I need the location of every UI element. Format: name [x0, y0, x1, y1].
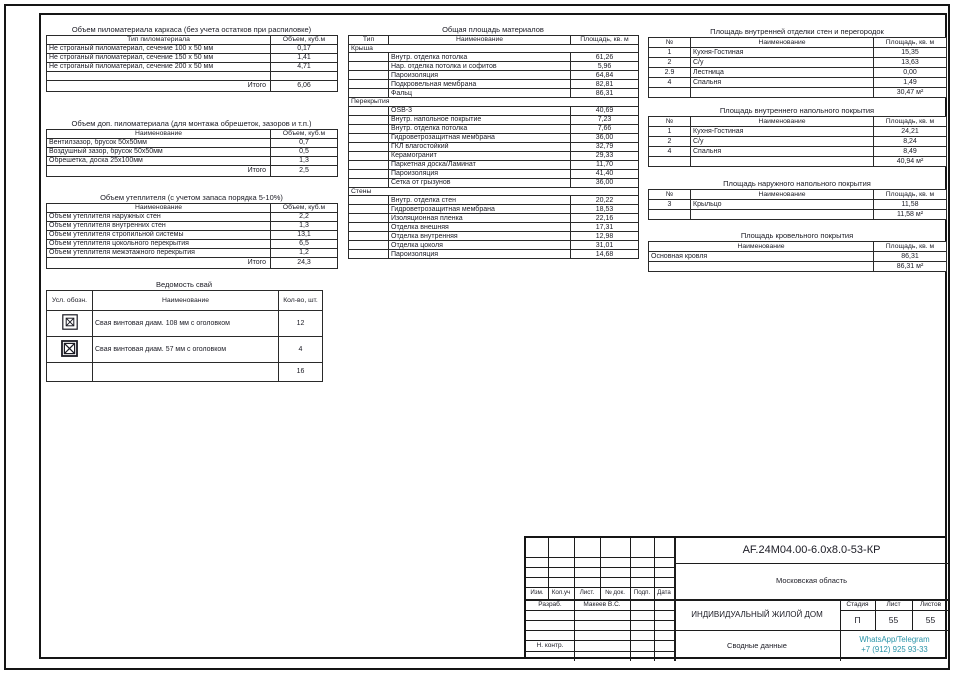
table-cell: [349, 196, 389, 205]
table-cell: Нар. отделка потолка и софитов: [389, 62, 571, 71]
table-cell: [349, 106, 389, 115]
column-header: Наименование: [691, 117, 874, 127]
insulation-table: [46, 203, 338, 269]
sheets-label: Листов: [919, 601, 942, 608]
piles-table: [46, 290, 323, 382]
table-row: [349, 62, 639, 71]
table-row: [649, 78, 947, 88]
table-cell: Не строганый пиломатериал, сечение 100 х 50 мм: [47, 45, 271, 54]
table-cell: 8,49: [874, 147, 947, 157]
extra-lumber-title: Объем доп. пиломатериала (для монтажа обрешеток, зазоров и т.п.): [71, 119, 312, 128]
table-row: [349, 169, 639, 178]
table-cell: [349, 178, 389, 187]
table-cell: 13,63: [874, 58, 947, 68]
table-row: [47, 231, 338, 240]
table-cell: 3: [649, 200, 691, 210]
table-header-row: [649, 242, 947, 252]
stage-label: Стадия: [846, 601, 869, 608]
lumber-frame-table: [46, 35, 338, 92]
total-row: [47, 258, 338, 269]
column-header: Усл. обозн.: [47, 291, 93, 311]
empty-cell: [93, 363, 279, 382]
table-cell: [349, 205, 389, 214]
grid-line: [526, 610, 674, 611]
empty-cell: [649, 88, 691, 98]
table-cell: 12,98: [571, 232, 639, 241]
sheets-total: 55: [925, 615, 936, 625]
interior-floor-title: Площадь внутреннего напольного покрытия: [719, 106, 875, 115]
table-row: [349, 142, 639, 151]
table-cell: Изоляционная пленка: [389, 214, 571, 223]
table-cell: Обрешетка, доска 25х100мм: [47, 157, 271, 166]
pile-57-icon: [61, 340, 78, 357]
lumber-frame-title: Объем пиломатериала каркаса (без учета остатков при распиловке): [71, 25, 312, 34]
table-row: [349, 187, 639, 195]
table-cell: 2: [649, 58, 691, 68]
rev-col-ndok: № док.: [605, 589, 625, 596]
column-header: Площадь, кв. м: [874, 242, 947, 252]
empty-cell: [649, 157, 691, 167]
table-row: [649, 58, 947, 68]
interior-walls-title: Площадь внутренней отделки стен и перегородок: [710, 27, 884, 36]
table-cell: С/у: [691, 58, 874, 68]
table-cell: 31,01: [571, 241, 639, 250]
table-cell: [349, 71, 389, 80]
roofing-title: Площадь кровельного покрытия: [740, 231, 854, 240]
section-header-cell: Крыша: [349, 45, 639, 53]
table-cell: [349, 115, 389, 124]
table-cell: 40,69: [571, 106, 639, 115]
symbol-cell: [47, 311, 93, 337]
column-header: Наименование: [47, 130, 271, 139]
table-row: [349, 151, 639, 160]
table-cell: 7,66: [571, 124, 639, 133]
column-header: Объем, куб.м: [271, 130, 338, 139]
contact-phone: +7 (912) 925 93-33: [861, 645, 928, 654]
developed-label: Разраб.: [538, 601, 562, 608]
empty-cell: [47, 363, 93, 382]
table-row: [349, 178, 639, 187]
empty-cell: [691, 210, 874, 220]
table-cell: 14,68: [571, 250, 639, 259]
table-cell: 29,33: [571, 151, 639, 160]
column-header: Наименование: [649, 242, 874, 252]
column-header: Наименование: [47, 204, 271, 213]
sheet-title: Сводные данные: [727, 641, 787, 650]
section-header-cell: Стены: [349, 187, 639, 195]
table-cell: [349, 62, 389, 71]
total-value: 6,06: [271, 81, 338, 92]
table-cell: 86,31: [571, 89, 639, 98]
table-cell: Не строганый пиломатериал, сечение 200 х 50 мм: [47, 63, 271, 72]
table-row: [349, 241, 639, 250]
rev-col-data: Дата: [657, 589, 671, 596]
table-row: [349, 250, 639, 259]
materials-table: [348, 35, 639, 259]
project-name: ИНДИВИДУАЛЬНЫЙ ЖИЛОЙ ДОМ: [691, 610, 823, 619]
table-cell: Не строганый пиломатериал, сечение 150 х 50 мм: [47, 54, 271, 63]
column-header: Наименование: [93, 291, 279, 311]
table-row: [349, 115, 639, 124]
table-cell: [349, 53, 389, 62]
column-header: Площадь, кв. м: [874, 38, 947, 48]
table-row: [349, 98, 639, 106]
table-cell: Сетка от грызунов: [389, 178, 571, 187]
table-cell: [349, 80, 389, 89]
table-header-row: [649, 190, 947, 200]
column-header: №: [649, 190, 691, 200]
total-row: [649, 88, 947, 98]
doc-number: AF.24M04.00-6.0x8.0-53-КР: [742, 544, 881, 556]
table-cell: Объем утеплителя стропильной системы: [47, 231, 271, 240]
table-row: [349, 232, 639, 241]
table-cell: Внутр. отделка потолка: [389, 124, 571, 133]
total-label: Итого: [47, 166, 271, 177]
column-header: Кол-во, шт.: [279, 291, 323, 311]
table-cell: 0,7: [271, 139, 338, 148]
region-label: Московская область: [776, 576, 847, 585]
table-header-row: [349, 36, 639, 45]
contact-messenger: WhatsApp/Telegram: [859, 635, 930, 644]
extra-lumber-table: [46, 129, 338, 177]
table-cell: 0,5: [271, 148, 338, 157]
column-header: Наименование: [691, 38, 874, 48]
column-header: Площадь, кв. м: [571, 36, 639, 45]
table-cell: 1,3: [271, 222, 338, 231]
table-cell: ГКЛ влагостойкий: [389, 142, 571, 151]
total-label: Итого: [47, 81, 271, 92]
section-header-cell: Перекрытия: [349, 98, 639, 106]
table-header-row: [47, 291, 323, 311]
table-row: [649, 137, 947, 147]
table-row: [349, 80, 639, 89]
grid-line: [526, 557, 674, 558]
table-cell: С/у: [691, 137, 874, 147]
table-cell: 8,24: [874, 137, 947, 147]
empty-cell: [649, 210, 691, 220]
table-cell: 18,53: [571, 205, 639, 214]
exterior-floor-title: Площадь наружного напольного покрытия: [723, 179, 871, 188]
grid-line: [526, 567, 674, 568]
pile-qty: 4: [279, 337, 323, 363]
table-row: [349, 71, 639, 80]
rev-col-koluch: Кол.уч: [551, 589, 571, 596]
table-header-row: [649, 38, 947, 48]
table-cell: 4,71: [271, 63, 338, 72]
table-cell: Отделка внутренняя: [389, 232, 571, 241]
table-row: [47, 311, 323, 337]
empty-cell: [691, 88, 874, 98]
table-row: [47, 249, 338, 258]
table-cell: 82,81: [571, 80, 639, 89]
table-cell: Отделка цоколя: [389, 241, 571, 250]
exterior-floor-table: [648, 189, 947, 220]
table-row: [349, 205, 639, 214]
table-cell: Основная кровля: [649, 252, 874, 262]
table-cell: [349, 223, 389, 232]
table-cell: 2.9: [649, 68, 691, 78]
column-header: Площадь, кв. м: [874, 117, 947, 127]
table-row: [47, 148, 338, 157]
pile-qty: 12: [279, 311, 323, 337]
table-cell: [47, 72, 271, 81]
roofing-table: [648, 241, 947, 272]
table-cell: 1,3: [271, 157, 338, 166]
table-cell: 36,00: [571, 178, 639, 187]
table-cell: 1,49: [874, 78, 947, 88]
total-label: Итого: [47, 258, 271, 269]
table-row: [47, 54, 338, 63]
stage-value: П: [854, 615, 861, 625]
total-row: [649, 210, 947, 220]
table-cell: OSB-3: [389, 106, 571, 115]
grid-line: [526, 630, 674, 631]
interior-floor-table: [648, 116, 947, 167]
table-cell: 0,17: [271, 45, 338, 54]
total-row: [649, 157, 947, 167]
total-row: [47, 166, 338, 177]
grid-line: [526, 651, 674, 652]
table-row: [649, 147, 947, 157]
table-cell: Подкровельная мембрана: [389, 80, 571, 89]
column-header: №: [649, 38, 691, 48]
empty-cell: [691, 157, 874, 167]
table-cell: Спальня: [691, 147, 874, 157]
table-header-row: [47, 36, 338, 45]
total-value: 11,58 м²: [874, 210, 947, 220]
table-cell: 86,31: [874, 252, 947, 262]
table-cell: Паркетная доска/Ламинат: [389, 160, 571, 169]
table-cell: 2,2: [271, 213, 338, 222]
pile-108-icon: [62, 314, 78, 330]
table-row: [349, 45, 639, 53]
grid-line: [526, 577, 674, 578]
table-row: [349, 106, 639, 115]
table-row: [349, 160, 639, 169]
table-cell: Лестница: [691, 68, 874, 78]
table-cell: 4: [649, 147, 691, 157]
column-header: Наименование: [691, 190, 874, 200]
table-cell: 11,70: [571, 160, 639, 169]
table-cell: Фальц: [389, 89, 571, 98]
normcontrol-label: Н. контр.: [536, 642, 564, 649]
table-cell: Керамогранит: [389, 151, 571, 160]
insulation-title: Объем утеплителя (с учетом запаса порядка 5-10%): [100, 193, 283, 202]
table-cell: Пароизоляция: [389, 250, 571, 259]
rev-col-list: Лист.: [579, 589, 595, 596]
grid-line: [526, 620, 674, 621]
table-cell: Пароизоляция: [389, 71, 571, 80]
table-cell: Кухня-Гостиная: [691, 127, 874, 137]
sheet-number: 55: [888, 615, 899, 625]
table-cell: Внутр. отделка потолка: [389, 53, 571, 62]
table-row: [349, 124, 639, 133]
table-row: [349, 53, 639, 62]
table-row: [349, 223, 639, 232]
materials-title: Общая площадь материалов: [442, 25, 544, 34]
table-cell: 6,5: [271, 240, 338, 249]
table-cell: [349, 151, 389, 160]
table-cell: 17,31: [571, 223, 639, 232]
table-row: [349, 133, 639, 142]
interior-walls-table: [648, 37, 947, 98]
table-cell: [349, 160, 389, 169]
table-row: [349, 214, 639, 223]
table-cell: 1,2: [271, 249, 338, 258]
table-cell: [349, 124, 389, 133]
table-header-row: [47, 130, 338, 139]
table-cell: 22,16: [571, 214, 639, 223]
table-cell: 20,22: [571, 196, 639, 205]
table-row: [47, 72, 338, 81]
table-cell: Кухня-Гостиная: [691, 48, 874, 58]
table-row: [649, 200, 947, 210]
contact-info: [840, 630, 949, 661]
total-row: [47, 81, 338, 92]
table-cell: 36,00: [571, 133, 639, 142]
table-row: [47, 222, 338, 231]
table-cell: 64,84: [571, 71, 639, 80]
table-cell: Объем утеплителя межэтажного перекрытия: [47, 249, 271, 258]
table-cell: [349, 169, 389, 178]
table-row: [47, 157, 338, 166]
table-cell: [349, 142, 389, 151]
pile-name: Свая винтовая диам. 108 мм с оголовком: [93, 311, 279, 337]
table-cell: 1: [649, 48, 691, 58]
table-cell: 61,26: [571, 53, 639, 62]
table-cell: Вентилзазор, брусок 50х50мм: [47, 139, 271, 148]
table-cell: Крыльцо: [691, 200, 874, 210]
table-cell: 1,41: [271, 54, 338, 63]
piles-title: Ведомость свай: [155, 280, 213, 289]
table-cell: 5,96: [571, 62, 639, 71]
table-cell: Внутр. отделка стен: [389, 196, 571, 205]
table-cell: 11,58: [874, 200, 947, 210]
table-cell: [271, 72, 338, 81]
table-cell: 24,21: [874, 127, 947, 137]
table-cell: 41,40: [571, 169, 639, 178]
table-row: [47, 45, 338, 54]
table-cell: Гидроветрозащитная мембрана: [389, 133, 571, 142]
table-cell: Воздушный зазор, брусок 50х50мм: [47, 148, 271, 157]
table-cell: 7,23: [571, 115, 639, 124]
table-row: [47, 240, 338, 249]
table-row: [47, 337, 323, 363]
empty-cell: [649, 262, 874, 272]
table-cell: [349, 133, 389, 142]
table-cell: 1: [649, 127, 691, 137]
table-row: [649, 48, 947, 58]
total-value: 16: [279, 363, 323, 382]
column-header: Наименование: [389, 36, 571, 45]
column-header: Объем, куб.м: [271, 204, 338, 213]
total-row: [47, 363, 323, 382]
total-value: 86,31 м²: [874, 262, 947, 272]
table-cell: Объем утеплителя внутренних стен: [47, 222, 271, 231]
table-cell: Объем утеплителя наружных стен: [47, 213, 271, 222]
table-row: [47, 139, 338, 148]
sheet-label: Лист: [886, 601, 901, 608]
table-cell: 0,00: [874, 68, 947, 78]
table-row: [349, 196, 639, 205]
table-cell: [349, 89, 389, 98]
table-cell: Отделка внешняя: [389, 223, 571, 232]
table-row: [349, 89, 639, 98]
table-cell: Спальня: [691, 78, 874, 88]
column-header: Тип пиломатериала: [47, 36, 271, 45]
table-cell: [349, 250, 389, 259]
column-header: Тип: [349, 36, 389, 45]
total-row: [649, 262, 947, 272]
table-row: [649, 127, 947, 137]
developed-by: Макеев В.С.: [583, 601, 621, 608]
table-cell: [349, 214, 389, 223]
table-cell: 13,1: [271, 231, 338, 240]
rev-col-izm: Изм.: [530, 589, 544, 596]
table-header-row: [47, 204, 338, 213]
table-cell: 2: [649, 137, 691, 147]
symbol-cell: [47, 337, 93, 363]
table-cell: 32,79: [571, 142, 639, 151]
total-value: 24,3: [271, 258, 338, 269]
total-value: 2,5: [271, 166, 338, 177]
table-cell: [349, 232, 389, 241]
table-cell: Объем утеплителя цокольного перекрытия: [47, 240, 271, 249]
table-cell: Внутр. напольное покрытие: [389, 115, 571, 124]
table-row: [47, 213, 338, 222]
table-row: [649, 252, 947, 262]
column-header: Объем, куб.м: [271, 36, 338, 45]
pile-name: Свая винтовая диам. 57 мм с оголовком: [93, 337, 279, 363]
table-cell: 15,35: [874, 48, 947, 58]
column-header: №: [649, 117, 691, 127]
total-value: 30,47 м²: [874, 88, 947, 98]
title-block: [524, 536, 947, 659]
table-cell: Гидроветрозащитная мембрана: [389, 205, 571, 214]
column-header: Площадь, кв. м: [874, 190, 947, 200]
table-cell: 4: [649, 78, 691, 88]
total-value: 40,94 м²: [874, 157, 947, 167]
table-row: [47, 63, 338, 72]
table-cell: [349, 241, 389, 250]
table-row: [649, 68, 947, 78]
table-header-row: [649, 117, 947, 127]
table-cell: Пароизоляция: [389, 169, 571, 178]
rev-col-podp: Подп.: [633, 589, 651, 596]
